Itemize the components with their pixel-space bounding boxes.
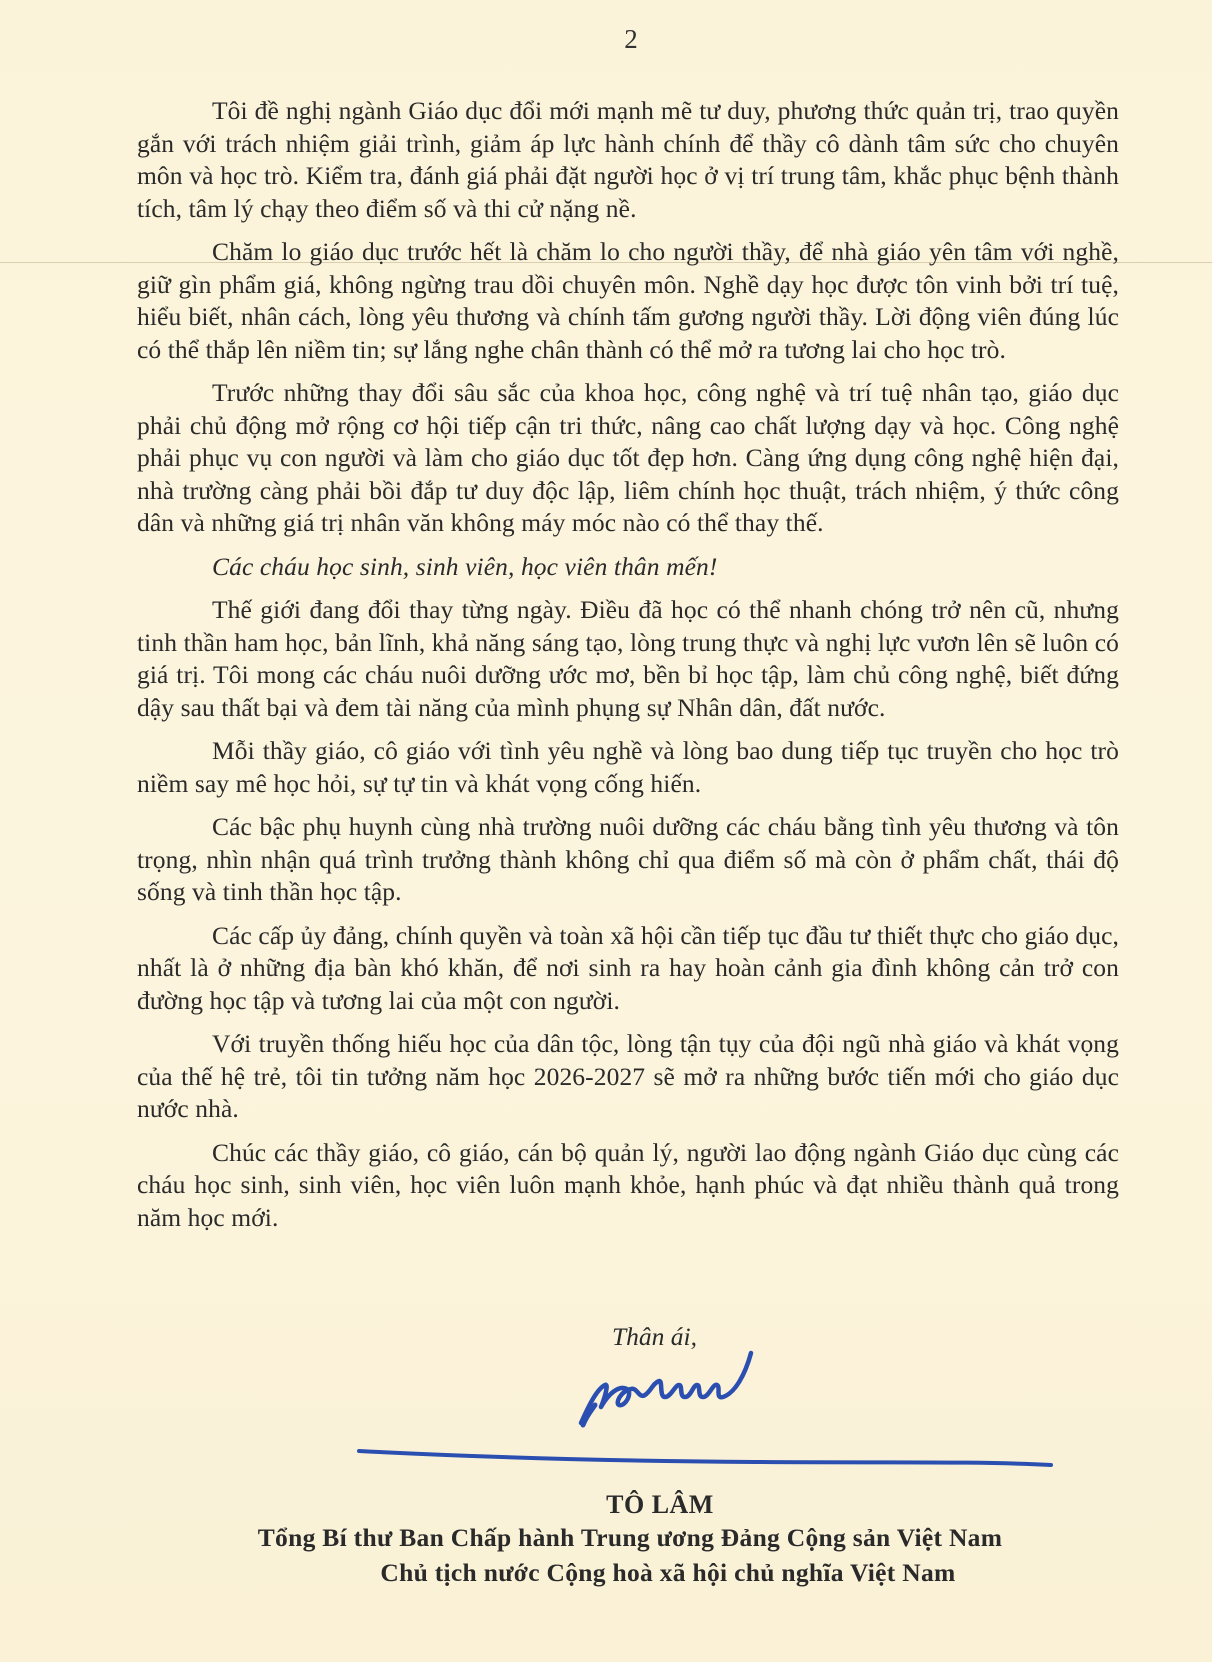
signer-name: TÔ LÂM <box>606 1490 714 1519</box>
paragraph-tradition: Với truyền thống hiếu học của dân tộc, lòng tận tụy của đội ngũ nhà giáo và khát vọng của thế hệ trẻ, tôi tin tưởng năm học 2026-2027 sẽ mở ra những bước tiến mới cho giáo dục nước nhà. <box>137 1029 1119 1123</box>
paragraph-wishes: Chúc các thầy giáo, cô giáo, cán bộ quản lý, người lao động ngành Giáo dục cùng các cháu học sinh, sinh viên, học viên luôn mạnh khỏe, hạnh phúc và đạt nhiều thành quả trong năm học mới. <box>137 1137 1119 1232</box>
paragraph-parents: Các bậc phụ huynh cùng nhà trường nuôi dưỡng các cháu bằng tình yêu thương và tôn trọng, nhìn nhận quá trình trưởng thành không chỉ qua điểm số mà còn ở phẩm chất, thái độ sống và tinh thần học tập. <box>137 812 1119 906</box>
greeting-students: Các cháu học sinh, sinh viên, học viên thân mến! <box>212 551 718 581</box>
signature-underline <box>355 1445 1055 1469</box>
closing-salutation: Thân ái, <box>612 1322 698 1351</box>
paragraph-care-for-teachers: Chăm lo giáo dục trước hết là chăm lo cho người thầy, để nhà giáo yên tâm với nghề, giữ gìn phẩm giá, không ngừng trau dồi chuyên môn. Nghề dạy học được tôn vinh bởi trí tuệ, hiểu biết, nhân cách, lòng yêu thương và chính tấm gương người thầy. Lời động viên đúng lúc có thể thắp lên niềm tin; sự lắng nghe chân thành có thể mở ra tương lai cho học trò. <box>137 237 1119 364</box>
page-number: 2 <box>624 24 638 54</box>
paragraph-teachers: Mỗi thầy giáo, cô giáo với tình yêu nghề và lòng bao dung tiếp tục truyền cho học trò niềm say mê học hỏi, sự tự tin và khát vọng cống hiến. <box>137 736 1119 798</box>
letter-body <box>137 95 1119 1245</box>
paragraph-education-reform: Tôi đề nghị ngành Giáo dục đổi mới mạnh mẽ tư duy, phương thức quản trị, trao quyền gắn với trách nhiệm giải trình, giảm áp lực hành chính để thầy cô dành tâm sức cho chuyên môn và học trò. Kiểm tra, đánh giá phải đặt người học ở vị trí trung tâm, khắc phục bệnh thành tích, tâm lý chạy theo điểm số và thi cử nặng nề. <box>137 96 1119 223</box>
paragraph-students: Thế giới đang đổi thay từng ngày. Điều đã học có thể nhanh chóng trở nên cũ, nhưng tinh thần ham học, bản lĩnh, khả năng sáng tạo, lòng trung thực và nghị lực vươn lên sẽ luôn có giá trị. Tôi mong các cháu nuôi dưỡng ước mơ, bền bỉ học tập, làm chủ công nghệ, biết đứng dậy sau thất bại và đem tài năng của mình phụng sự Nhân dân, đất nước. <box>137 595 1119 722</box>
signer-title-party: Tổng Bí thư Ban Chấp hành Trung ương Đảng Cộng sản Việt Nam <box>257 1523 1003 1552</box>
paragraph-authorities: Các cấp ủy đảng, chính quyền và toàn xã hội cần tiếp tục đầu tư thiết thực cho giáo dục, nhất là ở những địa bàn khó khăn, để nơi sinh ra hay hoàn cảnh gia đình không cản trở con đường học tập và tương lai của một con người. <box>137 920 1119 1015</box>
paragraph-technology: Trước những thay đổi sâu sắc của khoa học, công nghệ và trí tuệ nhân tạo, giáo dục phải chủ động mở rộng cơ hội tiếp cận tri thức, nâng cao chất lượng dạy và học. Công nghệ phải phục vụ con người và làm cho giáo dục tốt đẹp hơn. Càng ứng dụng công nghệ hiện đại, nhà trường càng phải bồi đắp tư duy độc lập, liêm chính học thuật, trách nhiệm, ý thức công dân và những giá trị nhân văn không máy móc nào có thể thay thế. <box>137 378 1119 537</box>
signer-title-state: Chủ tịch nước Cộng hoà xã hội chủ nghĩa Việt Nam <box>380 1558 956 1587</box>
signature-handwritten <box>575 1345 775 1435</box>
